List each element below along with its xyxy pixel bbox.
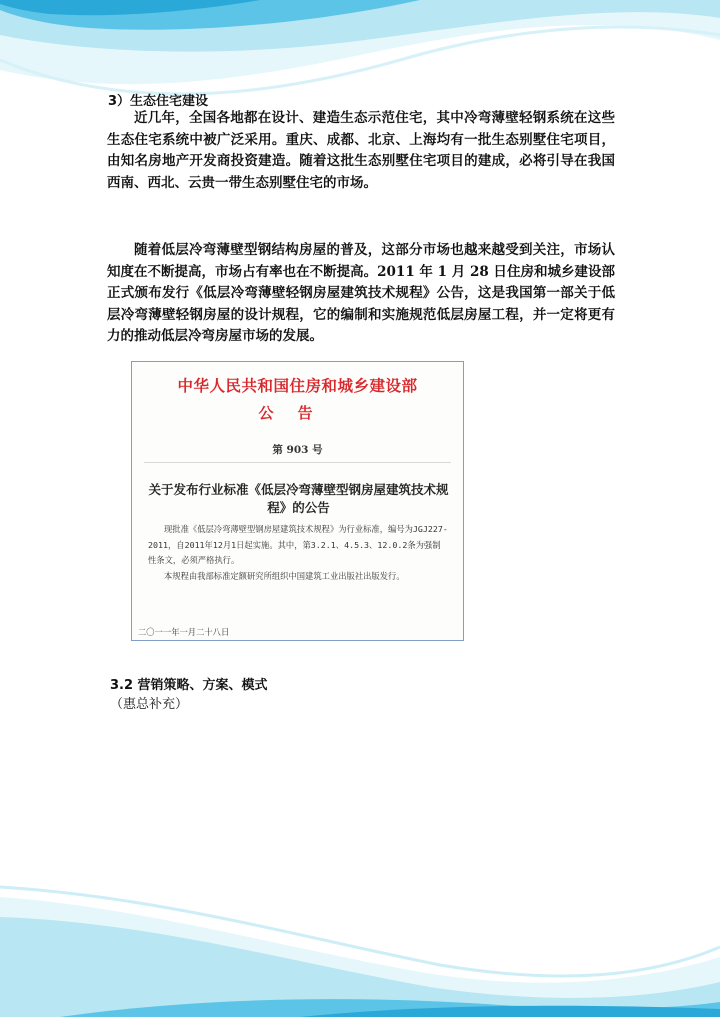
announcement-image xyxy=(131,361,464,641)
section-heading-ecological-housing: 3）生态住宅建设 xyxy=(108,94,209,109)
announcement-org: 中华人民共和国住房和城乡建设部 xyxy=(177,376,418,395)
bottom-wave-decoration xyxy=(0,877,720,1017)
section-note: （惠总补充） xyxy=(110,697,189,712)
paragraph-market-development: 随着低层冷弯薄壁型钢结构房屋的普及，这部分市场也越来越受到关注，市场认知度在不断提高，市场占有率也在不断提高。2011 年 1 月 28 日住房和城乡建设部正式颁布发行《低层冷弯薄壁轻钢房屋建筑技术规程》公告，这是我国第一部关于低层冷弯薄壁轻钢房屋的设计规程，它的编制和实施规范低层房屋工程，并一定将更有力的推动低层冷弯房屋市场的发展。 xyxy=(107,242,615,344)
paragraph-ecological-housing: 近几年，全国各地都在设计、建造生态示范住宅，其中冷弯薄壁轻钢系统在这些生态住宅系统中被广泛采用。重庆、成都、北京、上海均有一批生态别墅住宅项目，由知名房地产开发商投资建造。随着这批生态别墅住宅项目的建成，必将引导在我国西南、西北、云贵一带生态别墅住宅的市场。 xyxy=(107,110,615,191)
announcement-date: 二〇一一年一月二十八日 xyxy=(138,627,230,637)
announcement-kind: 公告 xyxy=(258,404,337,422)
announcement-title: 关于发布行业标准《低层冷弯薄壁型钢房屋建筑技术规程》的公告 xyxy=(148,482,449,515)
announcement-body-publisher: 本规程由我部标准定额研究所组织中国建筑工业出版社出版发行。 xyxy=(164,571,405,581)
announcement-number: 第 903 号 xyxy=(272,444,323,456)
section-heading-marketing: 3.2 营销策略、方案、模式 xyxy=(110,678,268,693)
announcement-divider xyxy=(144,462,451,463)
announcement-body: 现批准《低层冷弯薄壁型钢房屋建筑技术规程》为行业标准，编号为JGJ227-2011，自2011年12月1日起实施。其中，第3.2.1、4.5.3、12.0.2条为强制性条文，必须严格执行。 xyxy=(148,524,448,565)
